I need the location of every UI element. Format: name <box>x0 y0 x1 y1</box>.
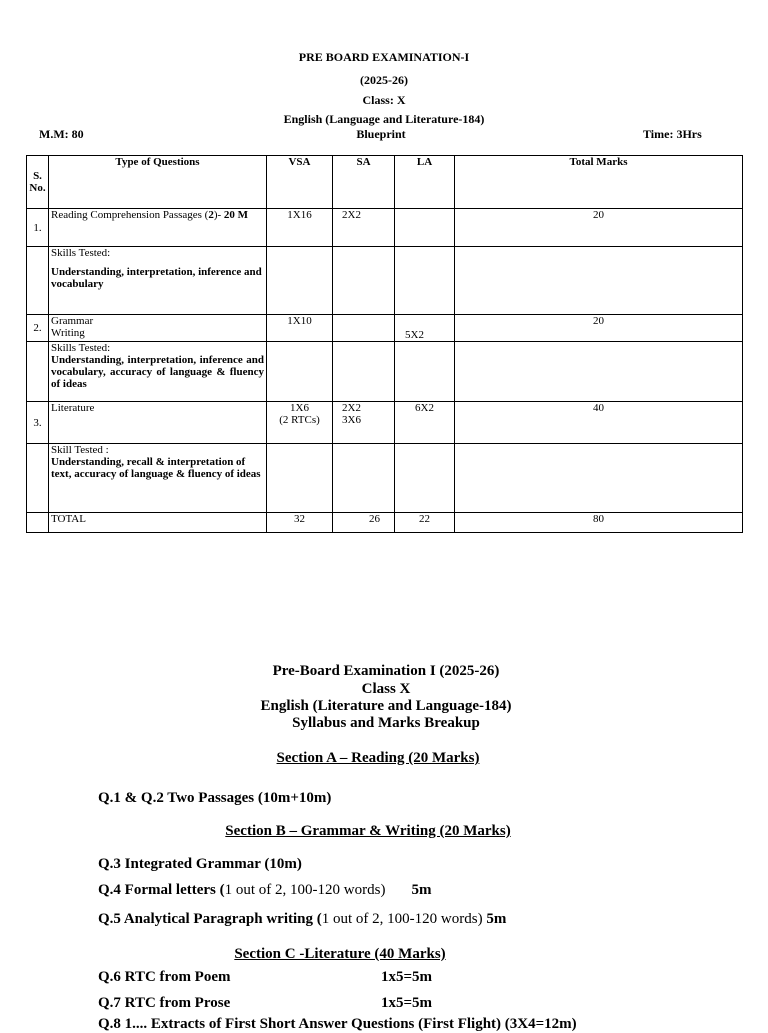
q6-marks: 1x5=5m <box>381 969 433 985</box>
row-sa-line1: 2X2 <box>342 402 361 414</box>
row-type-text: Reading Comprehension Passages ( <box>51 209 209 221</box>
max-marks: M.M: 80 <box>39 127 84 141</box>
row-la: 6X2 <box>395 402 455 444</box>
row-vsa-line2: (2 RTCs) <box>279 414 320 426</box>
table-row-skills <box>27 247 743 315</box>
header-vsa: VSA <box>267 156 333 209</box>
section-b-heading: Section B – Grammar & Writing (20 Marks) <box>225 823 511 839</box>
q4-marks: 5m <box>411 882 432 898</box>
question-line-q8-partial: Q.8 1.... Extracts of First Short Answer Questions (First Flight) (3X4=12m) <box>98 1016 577 1032</box>
row-type-count: 2 <box>208 209 214 221</box>
table-row <box>27 209 743 247</box>
header-sa: SA <box>333 156 395 209</box>
blueprint-table <box>26 155 743 533</box>
syllabus-subject: English (Literature and Language-184) <box>260 698 512 714</box>
section-a-heading: Section A – Reading (20 Marks) <box>276 750 480 766</box>
row-type <box>49 209 267 247</box>
exam-class: Class: X <box>362 93 406 107</box>
exam-subject: English (Language and Literature-184) <box>283 112 485 126</box>
row-total: 40 <box>455 402 743 444</box>
row-type <box>49 315 267 342</box>
total-vsa: 32 <box>267 513 333 533</box>
exam-time: Time: 3Hrs <box>643 127 702 141</box>
question-line-q5 <box>98 911 506 928</box>
skills-text: Understanding, interpretation, inference and vocabulary <box>51 266 262 290</box>
row-total: 20 <box>455 209 743 247</box>
table-row-skills <box>27 342 743 402</box>
row-vsa: 1X10 <box>267 315 333 342</box>
exam-title: PRE BOARD EXAMINATION-I <box>298 50 470 64</box>
skills-label: Skill Tested : <box>51 444 109 456</box>
total-sa: 26 <box>333 513 395 533</box>
syllabus-class: Class X <box>361 681 411 697</box>
row-vsa: 1X16 <box>267 209 333 247</box>
question-line-q3: Q.3 Integrated Grammar (10m) <box>98 856 302 872</box>
row-la: 5X2 <box>395 315 455 342</box>
row-number: 3. <box>27 402 49 444</box>
q5-marks: 5m <box>486 911 507 927</box>
header-la: LA <box>395 156 455 209</box>
q5-detail: 1 out of 2, 100-120 words) <box>321 911 483 927</box>
q5-label: Q.5 Analytical Paragraph writing ( <box>98 911 322 927</box>
row-sa <box>333 402 395 444</box>
skills-text: Understanding, interpretation, inference and vocabulary, accuracy of language & fluency of ideas <box>51 354 264 390</box>
skills-label: Skills Tested: <box>51 342 111 354</box>
row-type: Literature <box>49 402 267 444</box>
row-type-line1: Grammar <box>51 315 94 327</box>
table-row-skills <box>27 444 743 513</box>
question-line-q6: Q.6 RTC from Poem <box>98 969 231 985</box>
row-type-marks: 20 M <box>223 209 249 221</box>
row-sa <box>333 315 395 342</box>
row-la <box>395 209 455 247</box>
question-line-q4 <box>98 882 431 899</box>
total-la: 22 <box>395 513 455 533</box>
table-header-row <box>27 156 743 209</box>
table-total-row <box>27 513 743 533</box>
row-type-text2: )- <box>213 209 224 221</box>
question-line-q1-q2: Q.1 & Q.2 Two Passages (10m+10m) <box>98 790 332 806</box>
header-total: Total Marks <box>455 156 743 209</box>
row-number: 1. <box>27 209 49 247</box>
skills-cell <box>49 342 267 402</box>
header-type: Type of Questions <box>49 156 267 209</box>
row-sa-line2: 3X6 <box>342 414 361 426</box>
skills-text: Understanding, recall & interpretation of text, accuracy of language & fluency of ideas <box>51 456 261 480</box>
skills-cell <box>49 247 267 315</box>
row-number: 2. <box>27 315 49 342</box>
syllabus-subtitle: Syllabus and Marks Breakup <box>292 715 480 731</box>
syllabus-title: Pre-Board Examination I (2025-26) <box>272 663 500 679</box>
skills-label: Skills Tested: <box>51 247 111 259</box>
question-line-q7: Q.7 RTC from Prose <box>98 995 231 1011</box>
row-vsa-line1: 1X6 <box>290 402 309 414</box>
exam-session: (2025-26) <box>360 73 408 87</box>
section-c-heading: Section C -Literature (40 Marks) <box>234 946 446 962</box>
total-label: TOTAL <box>49 513 267 533</box>
blueprint-label: Blueprint <box>356 127 406 141</box>
row-sa: 2X2 <box>333 209 395 247</box>
header-sno: S. No. <box>27 156 49 209</box>
row-total: 20 <box>455 315 743 342</box>
q4-detail: 1 out of 2, 100-120 words) <box>224 882 386 898</box>
q7-marks: 1x5=5m <box>381 995 433 1011</box>
table-row <box>27 315 743 342</box>
table-row <box>27 402 743 444</box>
skills-cell <box>49 444 267 513</box>
q4-label: Q.4 Formal letters ( <box>98 882 225 898</box>
row-type-line2: Writing <box>51 327 85 339</box>
row-vsa <box>267 402 333 444</box>
total-marks: 80 <box>455 513 743 533</box>
